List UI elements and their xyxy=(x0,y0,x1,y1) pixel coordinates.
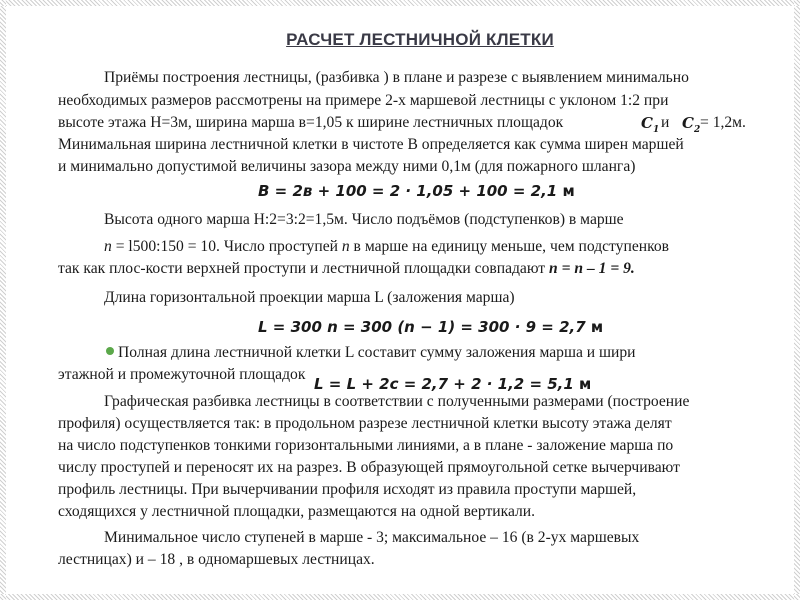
para6-line5: профиль лестницы. При вычерчивании профиля исходят из правила проступи маршей, xyxy=(58,481,637,498)
bullet-icon xyxy=(106,347,114,355)
para1-line5: и минимально допустимой величины зазора между ними 0,1м (для пожарного шланга) xyxy=(58,158,636,175)
page-title: РАСЧЕТ ЛЕСТНИЧНОЙ КЛЕТКИ xyxy=(286,30,554,49)
para4: Длина горизонтальной проекции марша L (заложения марша) xyxy=(104,289,515,306)
para6-line2: профиля) осуществляется так: в продольном разрезе лестничной клетки высоту этажа делят xyxy=(58,415,672,432)
para7-line2: лестницах) и – 18 , в одномаршевых лестницах. xyxy=(58,551,375,568)
para5-line2: этажной и промежуточной площадок xyxy=(58,366,306,383)
para1-line1: Приёмы построения лестницы, (разбивка ) в плане и разрезе с выявлением минимально xyxy=(104,69,689,86)
para2: Высота одного марша Н:2=3:2=1,5м. Число подъёмов (подступенков) в марше xyxy=(104,211,624,228)
para6-line6: сходящихся у лестничной площадки, размещаются на одной вертикали. xyxy=(58,503,536,520)
para6-line4: числу проступей и переносят их на разрез. В образующей прямоугольной сетке вычерчивают xyxy=(58,459,680,476)
formula-width: B = 2в + 100 = 2 · 1,05 + 100 = 2,1 м xyxy=(258,182,575,200)
para7-line1: Минимальное число ступеней в марше - 3; максимальное – 16 (в 2-ух маршевых xyxy=(104,529,640,546)
para1-line2: необходимых размеров рассмотрены на примере 2-х маршевой лестницы с уклоном 1:2 при xyxy=(58,92,669,109)
para6-line3: на число подступенков тонкими горизонтальными линиями, а в плане - заложение марша по xyxy=(58,437,674,454)
para5-line1: Полная длина лестничной клетки L составит сумму заложения марша и шири xyxy=(118,344,636,361)
formula-total-length: L = L + 2c = 2,7 + 2 · 1,2 = 5,1 м xyxy=(314,375,592,393)
c2-symbol: $C_2$ xyxy=(682,114,701,135)
para1-line3c: = 1,2м. xyxy=(700,114,746,131)
c1-symbol: $C_1$ xyxy=(641,114,660,135)
para1-line4: Минимальная ширина лестничной клетки в чистоте В определяется как сумма ширен маршей xyxy=(58,136,684,153)
para3-line2: так как плос-кости верхней проступи и лестничной площадки совпадают n = n – 1 = 9. xyxy=(58,260,635,277)
para3-line1: n = l500:150 = 10. Число проступей n в марше на единицу меньше, чем подступенков xyxy=(104,238,670,255)
para1-line3a: высоте этажа Н=3м, ширина марша в=1,05 к ширине лестничных площадок xyxy=(58,114,564,131)
formula-length: L = 300 n = 300 (n − 1) = 300 · 9 = 2,7 м xyxy=(258,318,604,336)
para1-line3b: и xyxy=(661,114,670,131)
para6-line1: Графическая разбивка лестницы в соответствии с полученными размерами (построение xyxy=(104,393,690,410)
